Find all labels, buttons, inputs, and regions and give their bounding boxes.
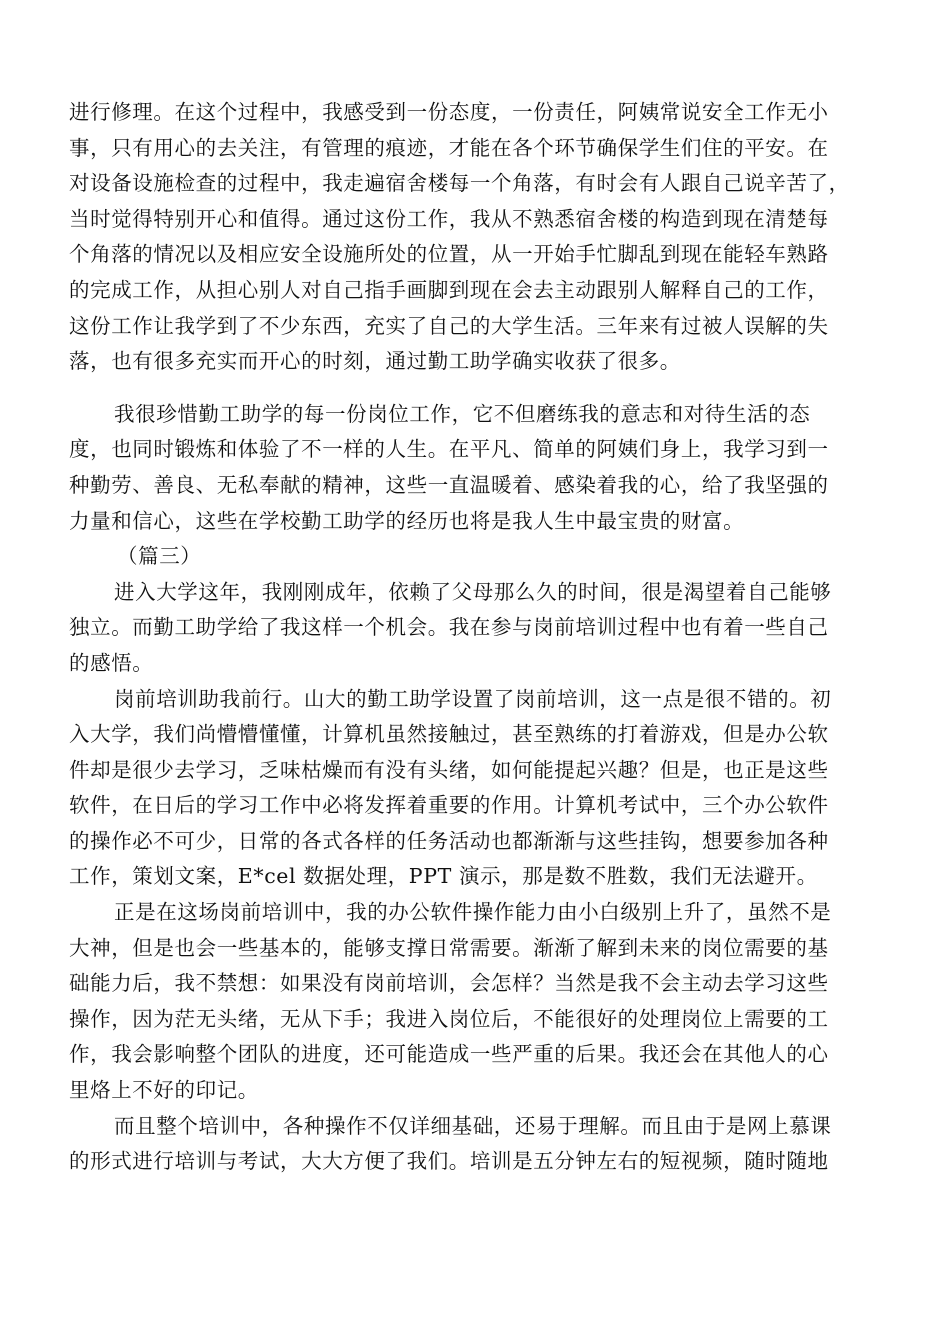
paragraph (69, 95, 889, 380)
text-line: 的形式进行培训与考试，大大方便了我们。培训是五分钟左右的短视频，随时随地 (69, 1149, 829, 1174)
section-heading (69, 539, 889, 575)
text-line: 而且整个培训中，各种操作不仅详细基础，还易于理解。而且由于是网上慕课 (114, 1113, 832, 1138)
text-line: 当时觉得特别开心和值得。通过这份工作，我从不熟悉宿舍楼的构造到现在清楚每 (69, 206, 829, 231)
text-line: 我很珍惜勤工助学的每一份岗位工作，它不但磨练我的意志和对待生活的态 (114, 401, 811, 426)
text-line: 大神，但是也会一些基本的，能够支撑日常需要。渐渐了解到未来的岗位需要的基 (69, 935, 829, 960)
text-line: 度，也同时锻炼和体验了不一样的人生。在平凡、简单的阿姨们身上，我学习到一 (69, 437, 829, 462)
text-line: 个角落的情况以及相应安全设施所处的位置，从一开始手忙脚乱到现在能轻车熟路 (69, 242, 829, 267)
text-line: 的操作必不可少，日常的各式各样的任务活动也都渐渐与这些挂钩，想要参加各种 (69, 828, 829, 853)
text-line: 力量和信心，这些在学校勤工助学的经历也将是我人生中最宝贵的财富。 (69, 508, 745, 533)
paragraph (69, 895, 889, 1109)
text-line: 这份工作让我学到了不少东西，充实了自己的大学生活。三年来有过被人误解的失 (69, 313, 829, 338)
text-line: 件却是很少去学习，乏味枯燥而有没有头绪，如何能提起兴趣？但是，也正是这些 (69, 757, 829, 782)
text-line: 软件，在日后的学习工作中必将发挥着重要的作用。计算机考试中，三个办公软件 (69, 793, 829, 818)
text-line: 的完成工作，从担心别人对自己指手画脚到现在会去主动跟别人解释自己的工作， (69, 277, 829, 302)
text-line: 对设备设施检查的过程中，我走遍宿舍楼每一个角落，有时会有人跟自己说辛苦了， (69, 171, 850, 196)
text-line: 作，我会影响整个团队的进度，还可能造成一些严重的后果。我还会在其他人的心 (69, 1042, 829, 1067)
text-line: 进入大学这年，我刚刚成年，依赖了父母那么久的时间，很是渴望着自己能够 (114, 579, 832, 604)
text-line: 进行修理。在这个过程中，我感受到一份态度，一份责任，阿姨常说安全工作无小 (69, 100, 829, 124)
document-page (69, 95, 889, 1180)
paragraph-spacer (69, 380, 889, 397)
text-line: 种勤劳、善良、无私奉献的精神，这些一直温暖着、感染着我的心，给了我坚强的 (69, 472, 829, 497)
text-line: 里烙上不好的印记。 (69, 1078, 259, 1103)
section-title: （篇三） (117, 544, 202, 569)
text-line: 的感悟。 (69, 650, 154, 675)
text-line: 岗前培训助我前行。山大的勤工助学设置了岗前培训，这一点是很不错的。初 (114, 686, 832, 711)
paragraph (69, 397, 889, 539)
text-line: 操作，因为茫无头绪，无从下手；我进入岗位后，不能很好的处理岗位上需要的工 (69, 1006, 829, 1031)
text-line: 入大学，我们尚懵懵懂懂，计算机虽然接触过，甚至熟练的打着游戏，但是办公软 (69, 722, 829, 747)
paragraph (69, 575, 889, 682)
text-line: 础能力后，我不禁想：如果没有岗前培训，会怎样？当然是我不会主动去学习这些 (69, 971, 829, 996)
text-line: 事，只有用心的去关注，有管理的痕迹，才能在各个环节确保学生们住的平安。在 (69, 135, 829, 160)
paragraph (69, 682, 889, 896)
text-line: 落，也有很多充实而开心的时刻，通过勤工助学确实收获了很多。 (69, 349, 681, 374)
text-line: 工作，策划文案，E*cel 数据处理，PPT 演示，那是数不胜数，我们无法避开。 (69, 864, 818, 889)
paragraph (69, 1109, 889, 1180)
text-line: 独立。而勤工助学给了我这样一个机会。我在参与岗前培训过程中也有着一些自己 (69, 615, 829, 640)
text-line: 正是在这场岗前培训中，我的办公软件操作能力由小白级别上升了，虽然不是 (114, 900, 832, 925)
